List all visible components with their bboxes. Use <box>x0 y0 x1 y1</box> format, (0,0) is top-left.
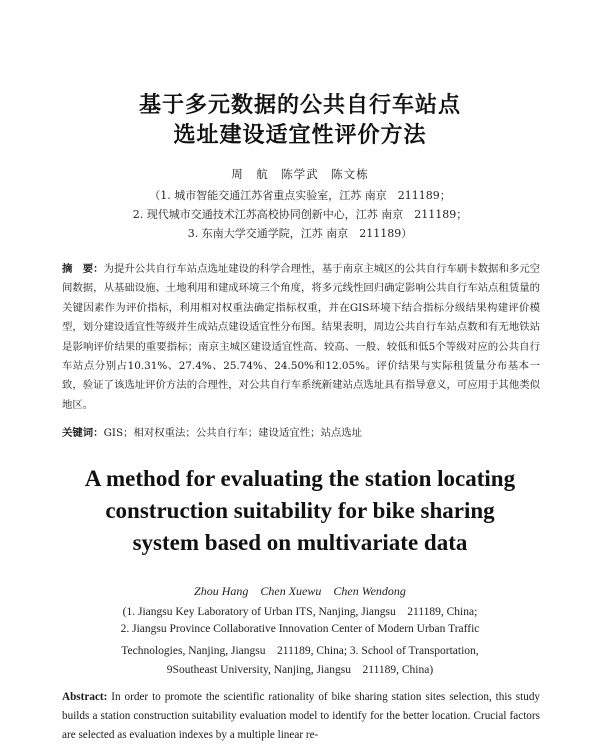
english-authors: Zhou Hang Chen Xuewu Chen Wendong <box>194 584 406 598</box>
chinese-title-line-1: 基于多元数据的公共自行车站点 <box>138 93 461 118</box>
chinese-abstract-text: 为提升公共自行车站点选址建设的科学合理性，基于南京主城区的公共自行车刷卡数据和多元空间数据，从基础设施、土地利用和建成环境三个角度，将多元线性回归确定影响公共自行车站点租赁量的关键因素作为评价指标，利用相对权重法确定指标权重，并在GIS环境下结合指标分级结果构建评价模型，划分建设适宜性等级并生成站点建设适宜性分布图。结果表明，周边公共自行车站点数和有无地铁站是影响评价结果的重要指标；南京主城区建设适宜性高、较高、一般、较低和低5个等级对应的公共自行车站点分别占10.31%、27.4%、25.74%、24.50%和12.05%。评价结果与实际租赁量分布基本一致，验证了该选址评价方法的合理性，对公共自行车系统新建站点选址具有指导意义，可应用于其他类似地区。 <box>62 263 541 411</box>
chinese-abstract <box>62 260 540 415</box>
english-affiliation-1: (1. Jiangsu Key Laboratory of Urban ITS, Nanjing, Jiangsu 211189, China; <box>122 606 478 618</box>
english-abstract-text: In order to promote the scientific rationality of bike sharing station sites selection, this study builds a station construction suitability evaluation model to identify for the better location. Crucial factors are selected as evaluation indexes by a multiple linear re- <box>62 691 540 741</box>
chinese-keywords <box>62 424 540 439</box>
chinese-affiliation-1: （1. 城市智能交通江苏省重点实验室，江苏 南京 211189； <box>149 189 451 202</box>
english-title-line-2: construction suitability for bike sharing <box>105 498 495 523</box>
chinese-keywords-label: 关键词： <box>62 427 104 439</box>
english-title-line-1: A method for evaluating the station locating <box>84 466 516 491</box>
chinese-authors: 周 航 陈学武 陈文栋 <box>231 167 369 181</box>
english-affiliation-4: 9Southeast University, Nanjing, Jiangsu 211189, China) <box>166 664 434 676</box>
chinese-abstract-label: 摘 要： <box>62 263 104 275</box>
english-abstract <box>62 688 540 748</box>
english-affiliation-3: Technologies, Nanjing, Jiangsu 211189, China; 3. School of Transportation, <box>121 645 479 657</box>
english-abstract-label: Abstract: <box>62 691 108 703</box>
chinese-affiliation-2: 2. 现代城市交通技术江苏高校协同创新中心，江苏 南京 211189； <box>132 208 468 221</box>
chinese-title-line-2: 选址建设适宜性评价方法 <box>173 123 427 148</box>
english-title-line-3: system based on multivariate data <box>132 530 468 555</box>
chinese-affiliation-3: 3. 东南大学交通学院，江苏 南京 211189） <box>187 227 413 240</box>
english-affiliation-2: 2. Jiangsu Province Collaborative Innovation Center of Modern Urban Traffic <box>120 623 480 635</box>
chinese-keywords-text: GIS；相对权重法；公共自行车；建设适宜性；站点选址 <box>103 427 363 439</box>
